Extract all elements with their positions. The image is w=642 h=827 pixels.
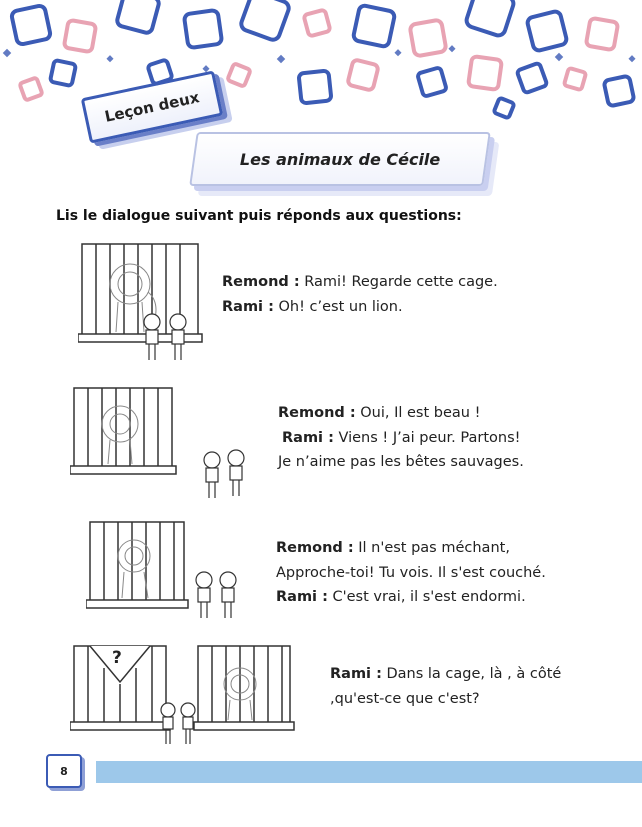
dialog-3 (276, 536, 546, 610)
dialog-line (276, 536, 546, 561)
speaker: Rami : (282, 429, 334, 446)
page-number: 8 (60, 764, 68, 778)
dialog-line (278, 401, 524, 426)
instruction-text: Lis le dialogue suivant puis réponds aux questions: (56, 208, 462, 224)
dialog-line (222, 295, 498, 320)
dialog-text: Rami! Regarde cette cage. (299, 274, 498, 290)
dialog-line (278, 426, 524, 451)
dialog-text: Il n'est pas méchant, (353, 540, 510, 556)
lesson-label: Leçon deux (103, 88, 201, 126)
dialog-text: Oui, Il est beau ! (355, 405, 481, 421)
dialog-text: Viens ! J’ai peur. Partons! (333, 429, 521, 446)
dialog-2 (278, 401, 524, 475)
dialog-text: Approche-toi! Tu vois. Il s'est couché. (276, 564, 546, 581)
dialog-text: Je n’aime pas les bêtes sauvages. (278, 454, 524, 470)
dialog-text: C'est vrai, il s'est endormi. (327, 589, 526, 605)
dialog-text: Dans la cage, là , à côté (381, 666, 562, 682)
dialog-line (276, 561, 546, 586)
speaker: Rami : (330, 666, 382, 682)
speaker: Remond : (278, 405, 356, 421)
illustration-lion-cage-2 (70, 386, 260, 502)
dialog-1 (222, 270, 498, 319)
question-mark: ? (112, 648, 122, 668)
dialog-4 (330, 662, 561, 711)
dialog-line (276, 585, 546, 610)
speaker: Remond : (276, 540, 354, 556)
illustration-lion-cage-3 (86, 520, 246, 624)
dialog-text: ,qu'est-ce que c'est? (330, 690, 480, 707)
speaker: Rami : (276, 589, 328, 605)
cages-drawing (70, 644, 300, 750)
dialog-text: Oh! c’est un lion. (273, 298, 403, 315)
dialog-line (330, 687, 561, 712)
lesson-title: Les animaux de Cécile (239, 149, 441, 169)
page-number-box (46, 754, 82, 788)
dialog-line (222, 270, 498, 295)
speaker: Rami : (222, 298, 274, 315)
lesson-title-banner (189, 132, 491, 186)
illustration-two-cages (70, 644, 300, 750)
footer-bar (96, 761, 642, 783)
speaker: Remond : (222, 274, 300, 290)
illustration-lion-cage-1 (78, 242, 208, 362)
dialog-line (278, 450, 524, 475)
dialog-line (330, 662, 561, 687)
